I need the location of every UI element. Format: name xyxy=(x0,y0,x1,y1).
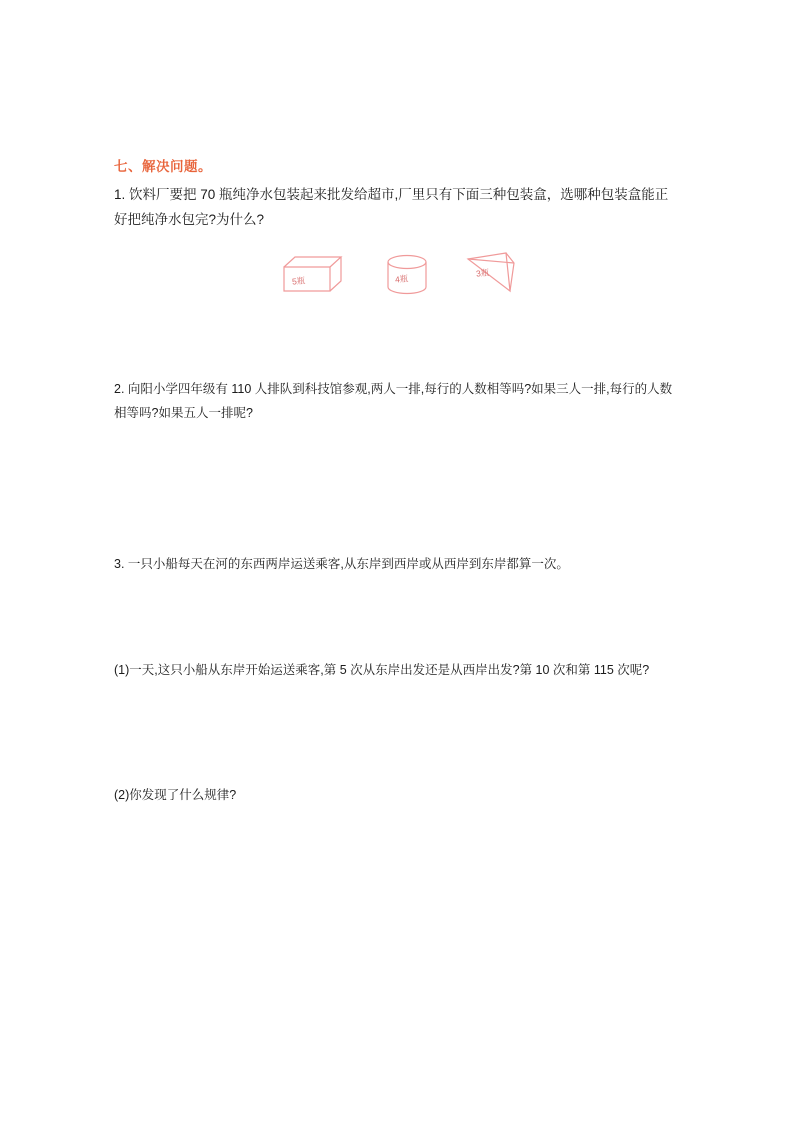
rectangular-box-label: 5瓶 xyxy=(291,275,306,287)
question-3-part-2-text: (2)你发现了什么规律? xyxy=(114,788,237,802)
triangular-prism-label: 3瓶 xyxy=(475,267,490,279)
triangular-prism-figure xyxy=(460,247,522,303)
question-1-text: 1. 饮料厂要把 70 瓶纯净水包装起来批发给超市,厂里只有下面三种包装盒，选哪种包装盒能正好把纯净水包完?为什么? xyxy=(114,187,669,227)
section-heading: 七、解决问题。 xyxy=(114,159,212,174)
packaging-figures xyxy=(270,243,550,313)
cylinder-can-label: 4瓶 xyxy=(394,273,409,285)
question-3-text: 3. 一只小船每天在河的东西两岸运送乘客,从东岸到西岸或从西岸到东岸都算一次。 xyxy=(114,557,569,571)
cylinder-can-figure xyxy=(380,251,434,301)
triangular-prism-icon xyxy=(460,247,522,303)
question-2-text: 2. 向阳小学四年级有 110 人排队到科技馆参观,两人一排,每行的人数相等吗?如果三人一排,每行的人数相等吗?如果五人一排呢? xyxy=(114,382,673,420)
question-3-part-1-text: (1)一天,这只小船从东岸开始运送乘客,第 5 次从东岸出发还是从西岸出发?第 10 次和第 115 次呢? xyxy=(114,663,650,677)
rectangular-box-figure xyxy=(280,253,352,299)
